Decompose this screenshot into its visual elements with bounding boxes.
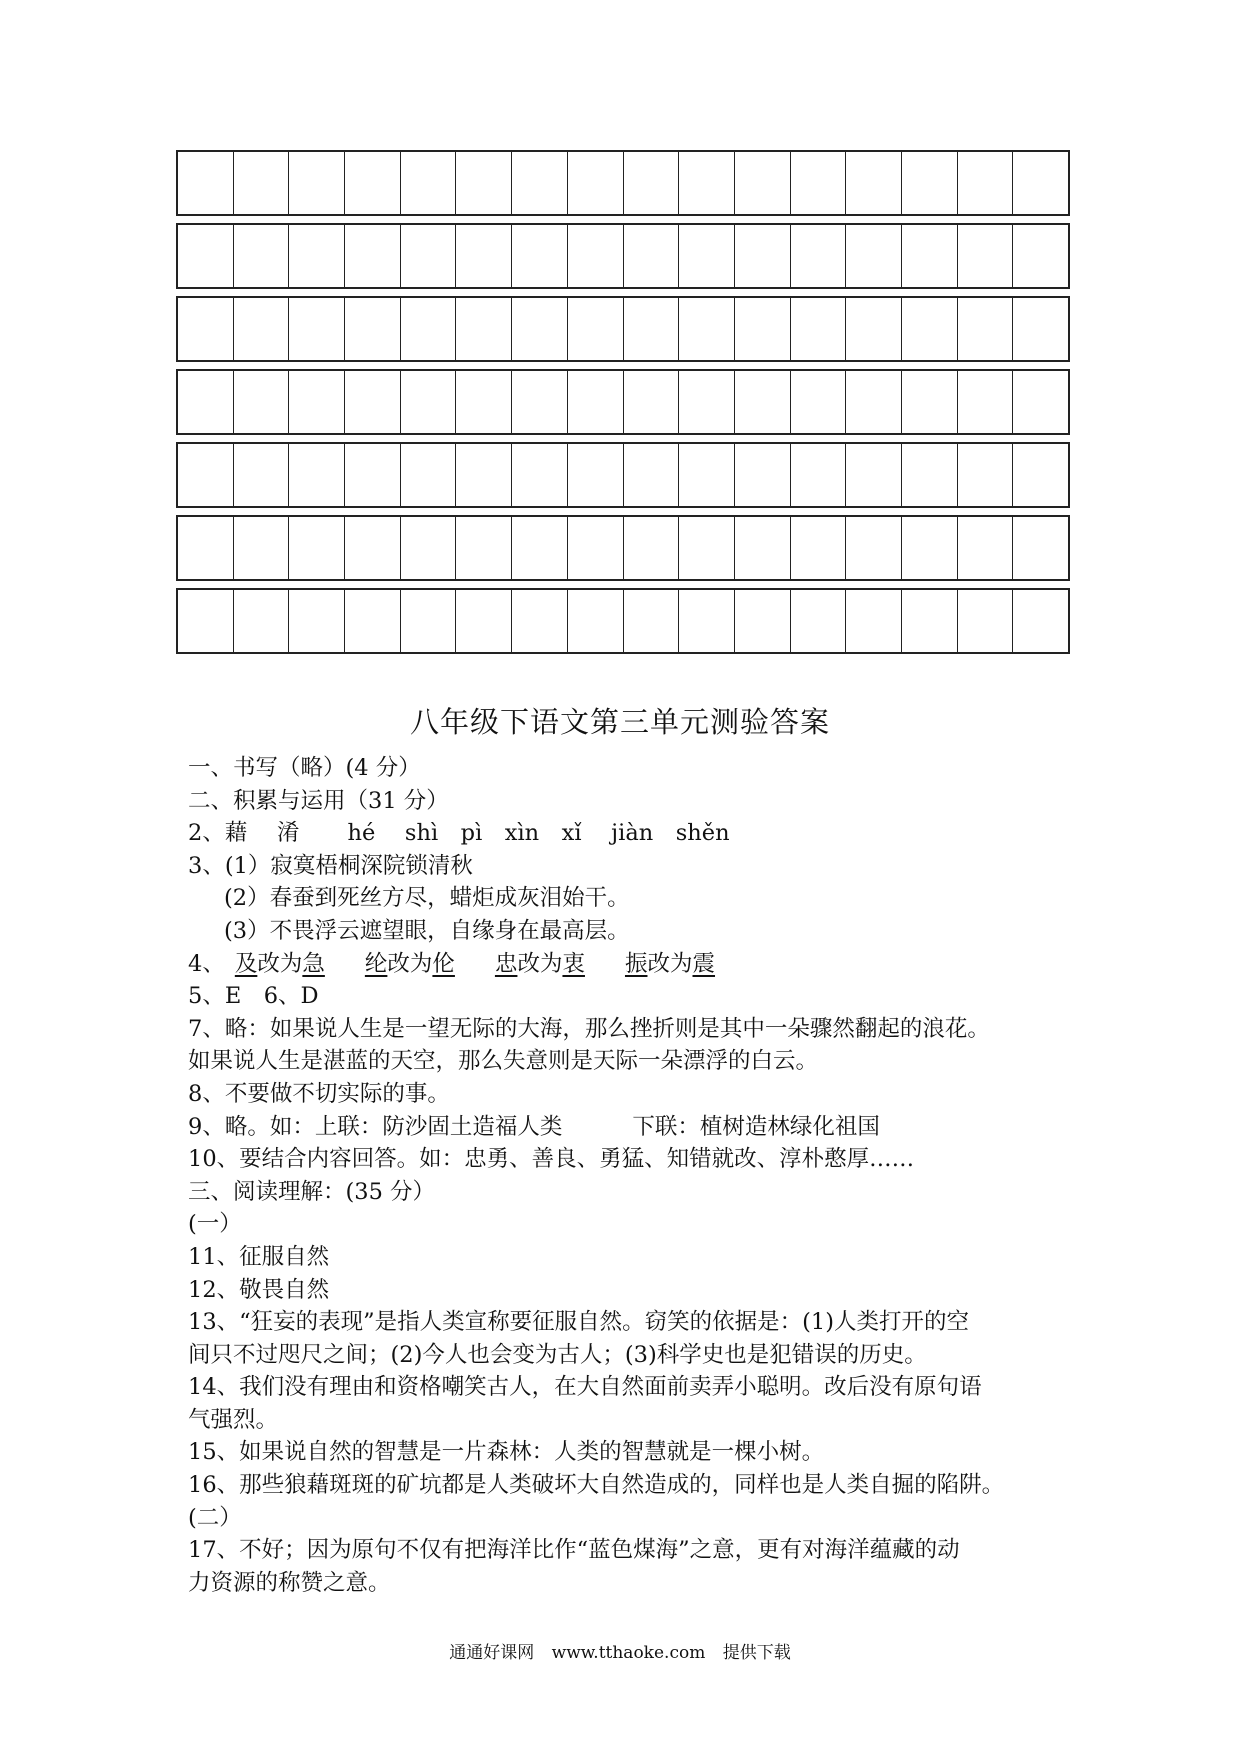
- grid-cell: [958, 152, 1014, 214]
- grid-cell: [568, 152, 624, 214]
- grid-cell: [1013, 517, 1068, 579]
- subsection-heading: (二）: [188, 1504, 242, 1531]
- correction-to: 伦: [432, 950, 455, 977]
- grid-cell: [624, 371, 680, 433]
- grid-cell: [345, 590, 401, 652]
- grid-cell: [401, 590, 457, 652]
- grid-cell: [624, 444, 680, 506]
- answer-line: [188, 1111, 1068, 1144]
- grid-cell: [735, 298, 791, 360]
- grid-cell: [791, 371, 847, 433]
- grid-cell: [791, 225, 847, 287]
- answer-line: 16、那些狼藉斑斑的矿坑都是人类破坏大自然造成的，同样也是人类自掘的陷阱。: [188, 1472, 1005, 1499]
- grid-cell: [345, 225, 401, 287]
- grid-cell: [512, 517, 568, 579]
- grid-cell: [178, 152, 234, 214]
- grid-cell: [735, 517, 791, 579]
- subsection-heading: (一）: [188, 1211, 242, 1238]
- grid-cell: [624, 590, 680, 652]
- grid-cell: [512, 371, 568, 433]
- correction-from: 振: [624, 950, 648, 977]
- grid-cell: [735, 444, 791, 506]
- answer-line: 15、如果说自然的智慧是一片森林：人类的智慧就是一棵小树。: [188, 1439, 825, 1466]
- grid-cell: [512, 590, 568, 652]
- grid-cell: [234, 371, 290, 433]
- grid-cell: [568, 371, 624, 433]
- grid-cell: [512, 444, 568, 506]
- grid-cell: [401, 517, 457, 579]
- grid-cell: [624, 152, 680, 214]
- grid-cell: [791, 590, 847, 652]
- answer-line: 力资源的称赞之意。: [188, 1569, 391, 1596]
- grid-cell: [902, 444, 958, 506]
- grid-row: [176, 515, 1070, 581]
- answer-line: 二、积累与运用（31 分）: [188, 787, 449, 814]
- grid-cell: [345, 444, 401, 506]
- answer-line: 8、不要做不切实际的事。: [188, 1080, 450, 1107]
- grid-cell: [568, 444, 624, 506]
- correction-to: 衷: [562, 950, 585, 977]
- grid-cell: [345, 371, 401, 433]
- footer: [0, 1638, 1240, 1663]
- grid-cell: [234, 152, 290, 214]
- grid-cell: [234, 225, 290, 287]
- grid-cell: [846, 371, 902, 433]
- grid-cell: [178, 225, 234, 287]
- answer-line: 14、我们没有理由和资格嘲笑古人，在大自然面前卖弄小聪明。改后没有原句语: [188, 1374, 982, 1401]
- grid-cell: [958, 517, 1014, 579]
- grid-cell: [958, 298, 1014, 360]
- grid-cell: [568, 517, 624, 579]
- grid-cell: [846, 298, 902, 360]
- grid-cell: [568, 590, 624, 652]
- grid-cell: [902, 152, 958, 214]
- grid-cell: [1013, 152, 1068, 214]
- grid-cell: [791, 444, 847, 506]
- grid-cell: [289, 298, 345, 360]
- grid-cell: [401, 371, 457, 433]
- grid-cell: [345, 298, 401, 360]
- grid-cell: [846, 444, 902, 506]
- grid-cell: [624, 517, 680, 579]
- answer-line: 间只不过咫尺之间；(2)今人也会变为古人；(3)科学史也是犯错误的历史。: [188, 1341, 927, 1368]
- answer-line: 17、不好；因为原句不仅有把海洋比作“蓝色煤海”之意，更有对海洋蕴藏的动: [188, 1537, 960, 1564]
- grid-cell: [234, 298, 290, 360]
- grid-cell: [568, 298, 624, 360]
- grid-cell: [456, 444, 512, 506]
- answer-line: 如果说人生是湛蓝的天空，那么失意则是天际一朵漂浮的白云。: [188, 1048, 819, 1075]
- grid-cell: [679, 298, 735, 360]
- answer-line: 11、征服自然: [188, 1243, 330, 1270]
- grid-cell: [846, 517, 902, 579]
- answer-part: 2、藉 淆: [188, 820, 300, 847]
- grid-cell: [345, 517, 401, 579]
- grid-cell: [178, 298, 234, 360]
- answer-line: 5、E 6、D: [188, 983, 319, 1010]
- grid-cell: [846, 590, 902, 652]
- grid-cell: [345, 152, 401, 214]
- couplet-upper: 9、略。如：上联：防沙固土造福人类: [188, 1113, 563, 1140]
- grid-cell: [234, 590, 290, 652]
- grid-cell: [456, 371, 512, 433]
- grid-cell: [456, 590, 512, 652]
- grid-cell: [1013, 371, 1068, 433]
- grid-cell: [958, 590, 1014, 652]
- writing-grid: [176, 150, 1070, 654]
- grid-cell: [791, 298, 847, 360]
- grid-cell: [679, 517, 735, 579]
- grid-cell: [178, 444, 234, 506]
- correction-from: 纶: [364, 950, 388, 977]
- grid-cell: [178, 371, 234, 433]
- grid-cell: [512, 225, 568, 287]
- grid-cell: [1013, 444, 1068, 506]
- correction-from: 及: [234, 950, 258, 977]
- grid-cell: [568, 225, 624, 287]
- grid-row: [176, 442, 1070, 508]
- answer-line: (3）不畏浮云遮望眼，自缘身在最高层。: [224, 917, 630, 944]
- section-heading: 三、阅读理解：(35 分）: [188, 1178, 436, 1205]
- grid-cell: [679, 590, 735, 652]
- answer-line: 13、“狂妄的表现”是指人类宣称要征服自然。窃笑的依据是：(1)人类打开的空: [188, 1309, 970, 1336]
- pinyin-answers: hé shì pì xìn xǐ jiàn shěn: [347, 820, 730, 847]
- grid-cell: [289, 152, 345, 214]
- correction-from: 忠: [494, 950, 518, 977]
- grid-cell: [178, 517, 234, 579]
- grid-cell: [902, 590, 958, 652]
- grid-cell: [735, 225, 791, 287]
- grid-cell: [512, 152, 568, 214]
- grid-cell: [401, 225, 457, 287]
- grid-cell: [289, 444, 345, 506]
- answer-content: [188, 752, 1068, 1599]
- grid-cell: [679, 152, 735, 214]
- grid-cell: [791, 152, 847, 214]
- correction-to: 急: [302, 950, 325, 977]
- grid-cell: [289, 225, 345, 287]
- grid-cell: [958, 371, 1014, 433]
- grid-row: [176, 588, 1070, 654]
- grid-cell: [401, 444, 457, 506]
- answer-line: 7、略：如果说人生是一望无际的大海，那么挫折则是其中一朵骤然翻起的浪花。: [188, 1015, 990, 1042]
- grid-row: [176, 296, 1070, 362]
- grid-cell: [1013, 225, 1068, 287]
- grid-cell: [234, 517, 290, 579]
- grid-cell: [846, 225, 902, 287]
- grid-cell: [735, 371, 791, 433]
- grid-cell: [679, 371, 735, 433]
- grid-cell: [679, 444, 735, 506]
- grid-cell: [289, 517, 345, 579]
- answer-line: 3、(1）寂寞梧桐深院锁清秋: [188, 852, 473, 879]
- grid-cell: [178, 590, 234, 652]
- grid-cell: [958, 225, 1014, 287]
- grid-row: [176, 223, 1070, 289]
- answer-line: 10、要结合内容回答。如：忠勇、善良、勇猛、知错就改、淳朴憨厚……: [188, 1146, 915, 1173]
- page-title: 八年级下语文第三单元测验答案: [409, 705, 830, 739]
- grid-cell: [846, 152, 902, 214]
- grid-cell: [902, 225, 958, 287]
- grid-cell: [902, 517, 958, 579]
- grid-cell: [456, 225, 512, 287]
- footer-site: 通通好课网: [449, 1643, 535, 1663]
- grid-cell: [456, 517, 512, 579]
- answer-line: (2）春蚕到死丝方尽，蜡炬成灰泪始干。: [224, 885, 630, 912]
- grid-cell: [1013, 590, 1068, 652]
- correction-to: 震: [692, 950, 716, 977]
- grid-cell: [401, 152, 457, 214]
- grid-row: [176, 369, 1070, 435]
- grid-cell: [902, 298, 958, 360]
- footer-note: 提供下载: [722, 1643, 791, 1663]
- grid-cell: [512, 298, 568, 360]
- grid-cell: [234, 444, 290, 506]
- grid-cell: [289, 590, 345, 652]
- answer-line: [188, 817, 1068, 850]
- grid-cell: [735, 590, 791, 652]
- answer-line: 一、书写（略）(4 分）: [188, 755, 421, 781]
- grid-cell: [289, 371, 345, 433]
- grid-cell: [456, 152, 512, 214]
- grid-cell: [958, 444, 1014, 506]
- grid-cell: [624, 298, 680, 360]
- grid-cell: [624, 225, 680, 287]
- grid-cell: [456, 298, 512, 360]
- answer-line: 12、敬畏自然: [188, 1276, 330, 1303]
- grid-row: [176, 150, 1070, 216]
- footer-url[interactable]: www.tthaoke.com: [551, 1643, 706, 1663]
- grid-cell: [791, 517, 847, 579]
- grid-cell: [902, 371, 958, 433]
- grid-cell: [1013, 298, 1068, 360]
- grid-cell: [401, 298, 457, 360]
- answer-line: 气强烈。: [188, 1406, 279, 1433]
- grid-cell: [735, 152, 791, 214]
- correction-line: 4、 及改为急 纶改为伦 忠改为衷 振改为震: [188, 950, 716, 977]
- couplet-lower: 下联：植树造林绿化祖国: [632, 1113, 880, 1140]
- grid-cell: [679, 225, 735, 287]
